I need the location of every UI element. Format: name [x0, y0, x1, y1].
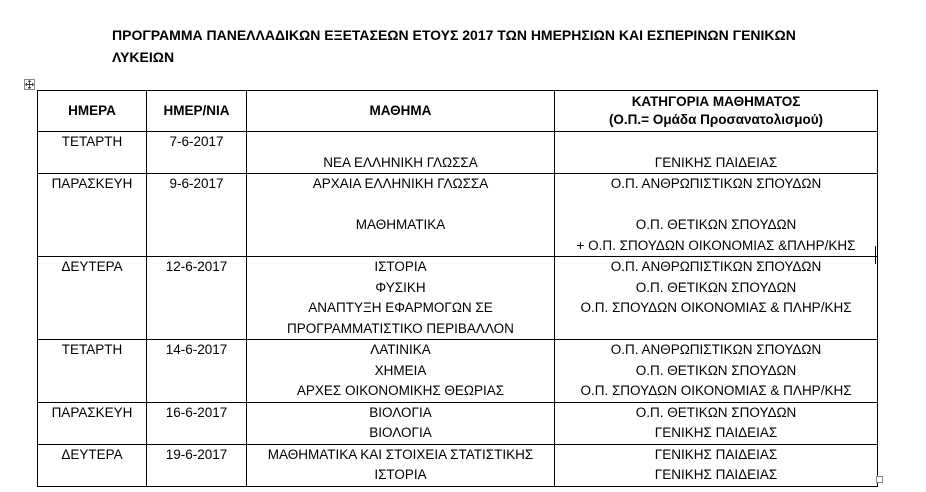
table-move-handle-icon[interactable] [24, 79, 35, 90]
day-cell-text: ΤΕΤΑΡΤΗ [61, 134, 123, 149]
category-cell-line [555, 132, 877, 153]
table-row [38, 340, 878, 403]
category-cell[interactable] [555, 340, 878, 403]
text-cursor [875, 246, 876, 264]
date-cell-text: 16-6-2017 [165, 404, 228, 420]
subject-cell[interactable] [247, 174, 555, 257]
header-category [555, 91, 878, 132]
subject-cell-line [247, 132, 554, 153]
subject-cell-line: ΜΑΘΗΜΑΤΙΚΑ [355, 217, 446, 232]
date-cell-text: 19-6-2017 [165, 446, 228, 462]
category-cell-line [555, 319, 877, 340]
title-line-1: ΠΡΟΓΡΑΜΜΑ ΠΑΝΕΛΛΑΔΙΚΩΝ ΕΞΕΤΑΣΕΩΝ ΕΤΟΥΣ 2017 ΤΩΝ ΗΜΕΡΗΣΙΩΝ ΚΑΙ ΕΣΠΕΡΙΝΩΝ ΓΕΝΙΚΩΝ [112, 27, 796, 43]
subject-cell-line [247, 236, 554, 257]
subject-cell[interactable] [247, 340, 555, 403]
date-cell[interactable] [147, 340, 247, 403]
category-cell-line: ΓΕΝΙΚΗΣ ΠΑΙΔΕΙΑΣ [654, 467, 778, 482]
header-category-title: ΚΑΤΗΓΟΡΙΑ ΜΑΘΗΜΑΤΟΣ [631, 94, 801, 109]
day-cell-text: ΔΕΥΤΕΡΑ [61, 259, 123, 274]
subject-cell[interactable] [247, 257, 555, 340]
category-cell-line: Ο.Π. ΑΝΘΡΩΠΙΣΤΙΚΩΝ ΣΠΟΥΔΩΝ [610, 259, 822, 274]
category-cell-line: Ο.Π. ΘΕΤΙΚΩΝ ΣΠΟΥΔΩΝ [635, 217, 797, 232]
category-cell-line: Ο.Π. ΘΕΤΙΚΩΝ ΣΠΟΥΔΩΝ [635, 404, 797, 420]
subject-cell-line: ΙΣΤΟΡΙΑ [374, 259, 427, 274]
header-category-note: (Ο.Π.= Ομάδα Προσανατολισμού) [608, 112, 824, 127]
title-line-2: ΛΥΚΕΙΩΝ [112, 49, 175, 65]
day-cell[interactable] [38, 132, 147, 174]
subject-cell-line: ΑΡΧΑΙΑ ΕΛΛΗΝΙΚΗ ΓΛΩΣΣΑ [312, 176, 489, 191]
subject-cell-line: ΒΙΟΛΟΓΙΑ [369, 425, 432, 440]
table-row [38, 257, 878, 340]
day-cell[interactable] [38, 174, 147, 257]
page-title [112, 24, 832, 68]
day-cell[interactable] [38, 340, 147, 403]
subject-cell-line: ΒΙΟΛΟΓΙΑ [369, 404, 432, 420]
category-cell[interactable] [555, 402, 878, 444]
subject-cell[interactable] [247, 132, 555, 174]
date-cell[interactable] [147, 257, 247, 340]
date-cell[interactable] [147, 444, 247, 486]
category-cell-line [555, 195, 877, 216]
category-cell-line: ΓΕΝΙΚΗΣ ΠΑΙΔΕΙΑΣ [654, 154, 778, 170]
category-cell[interactable] [555, 257, 878, 340]
day-cell-text: ΠΑΡΑΣΚΕΥΗ [51, 176, 133, 191]
date-cell[interactable] [147, 174, 247, 257]
day-cell[interactable] [38, 444, 147, 486]
day-cell-text: ΔΕΥΤΕΡΑ [61, 446, 123, 462]
date-cell-text: 7-6-2017 [169, 134, 224, 149]
subject-cell-line: ΜΑΘΗΜΑΤΙΚΑ ΚΑΙ ΣΤΟΙΧΕΙΑ ΣΤΑΤΙΣΤΙΚΗΣ [267, 446, 534, 462]
header-day: ΗΜΕΡΑ [38, 91, 147, 132]
exam-schedule-table [37, 90, 878, 487]
date-cell-text: 12-6-2017 [165, 259, 228, 274]
header-date: ΗΜΕΡ/ΝΙΑ [147, 91, 247, 132]
category-cell[interactable] [555, 444, 878, 486]
day-cell-text: ΠΑΡΑΣΚΕΥΗ [51, 404, 133, 420]
date-cell-text: 9-6-2017 [169, 176, 224, 191]
category-cell-line: Ο.Π. ΣΠΟΥΔΩΝ ΟΙΚΟΝΟΜΙΑΣ & ΠΛΗΡ/ΚΗΣ [580, 300, 852, 315]
category-cell[interactable] [555, 132, 878, 174]
date-cell[interactable] [147, 402, 247, 444]
subject-cell-line [247, 195, 554, 216]
table-header-row [38, 91, 878, 132]
day-cell[interactable] [38, 257, 147, 340]
category-cell-line: Ο.Π. ΘΕΤΙΚΩΝ ΣΠΟΥΔΩΝ [635, 362, 797, 378]
day-cell-text: ΤΕΤΑΡΤΗ [61, 342, 123, 357]
table-row [38, 132, 878, 174]
subject-cell[interactable] [247, 402, 555, 444]
table-row [38, 174, 878, 257]
date-cell-text: 14-6-2017 [165, 342, 228, 357]
subject-cell-line: ΝΕΑ ΕΛΛΗΝΙΚΗ ΓΛΩΣΣΑ [323, 154, 478, 170]
header-subject: ΜΑΘΗΜΑ [247, 91, 555, 132]
subject-cell-line: ΙΣΤΟΡΙΑ [374, 467, 427, 482]
table-resize-handle[interactable] [876, 476, 883, 483]
category-cell-line: Ο.Π. ΘΕΤΙΚΩΝ ΣΠΟΥΔΩΝ [635, 279, 797, 295]
subject-cell-line: ΛΑΤΙΝΙΚΑ [370, 342, 431, 357]
category-cell-line: Ο.Π. ΑΝΘΡΩΠΙΣΤΙΚΩΝ ΣΠΟΥΔΩΝ [610, 176, 822, 191]
subject-cell-line: ΧΗΜΕΙΑ [374, 362, 427, 378]
subject-cell-line: ΑΝΑΠΤΥΞΗ ΕΦΑΡΜΟΓΩΝ ΣΕ [308, 300, 493, 315]
subject-cell-line: ΦΥΣΙΚΗ [375, 279, 426, 295]
subject-cell-line: ΑΡΧΕΣ ΟΙΚΟΝΟΜΙΚΗΣ ΘΕΩΡΙΑΣ [296, 383, 505, 398]
subject-cell-line: ΠΡΟΓΡΑΜΜΑΤΙΣΤΙΚΟ ΠΕΡΙΒΑΛΛΟΝ [287, 320, 514, 336]
category-cell-line: + Ο.Π. ΣΠΟΥΔΩΝ ΟΙΚΟΝΟΜΙΑΣ &ΠΛΗΡ/ΚΗΣ [576, 237, 856, 253]
category-cell-line: Ο.Π. ΣΠΟΥΔΩΝ ΟΙΚΟΝΟΜΙΑΣ & ΠΛΗΡ/ΚΗΣ [580, 383, 852, 398]
category-cell-line: ΓΕΝΙΚΗΣ ΠΑΙΔΕΙΑΣ [654, 425, 778, 440]
category-cell-line: Ο.Π. ΑΝΘΡΩΠΙΣΤΙΚΩΝ ΣΠΟΥΔΩΝ [610, 342, 822, 357]
day-cell[interactable] [38, 402, 147, 444]
date-cell[interactable] [147, 132, 247, 174]
subject-cell[interactable] [247, 444, 555, 486]
category-cell[interactable] [555, 174, 878, 257]
category-cell-line: ΓΕΝΙΚΗΣ ΠΑΙΔΕΙΑΣ [654, 446, 778, 462]
table-row [38, 444, 878, 486]
table-row [38, 402, 878, 444]
